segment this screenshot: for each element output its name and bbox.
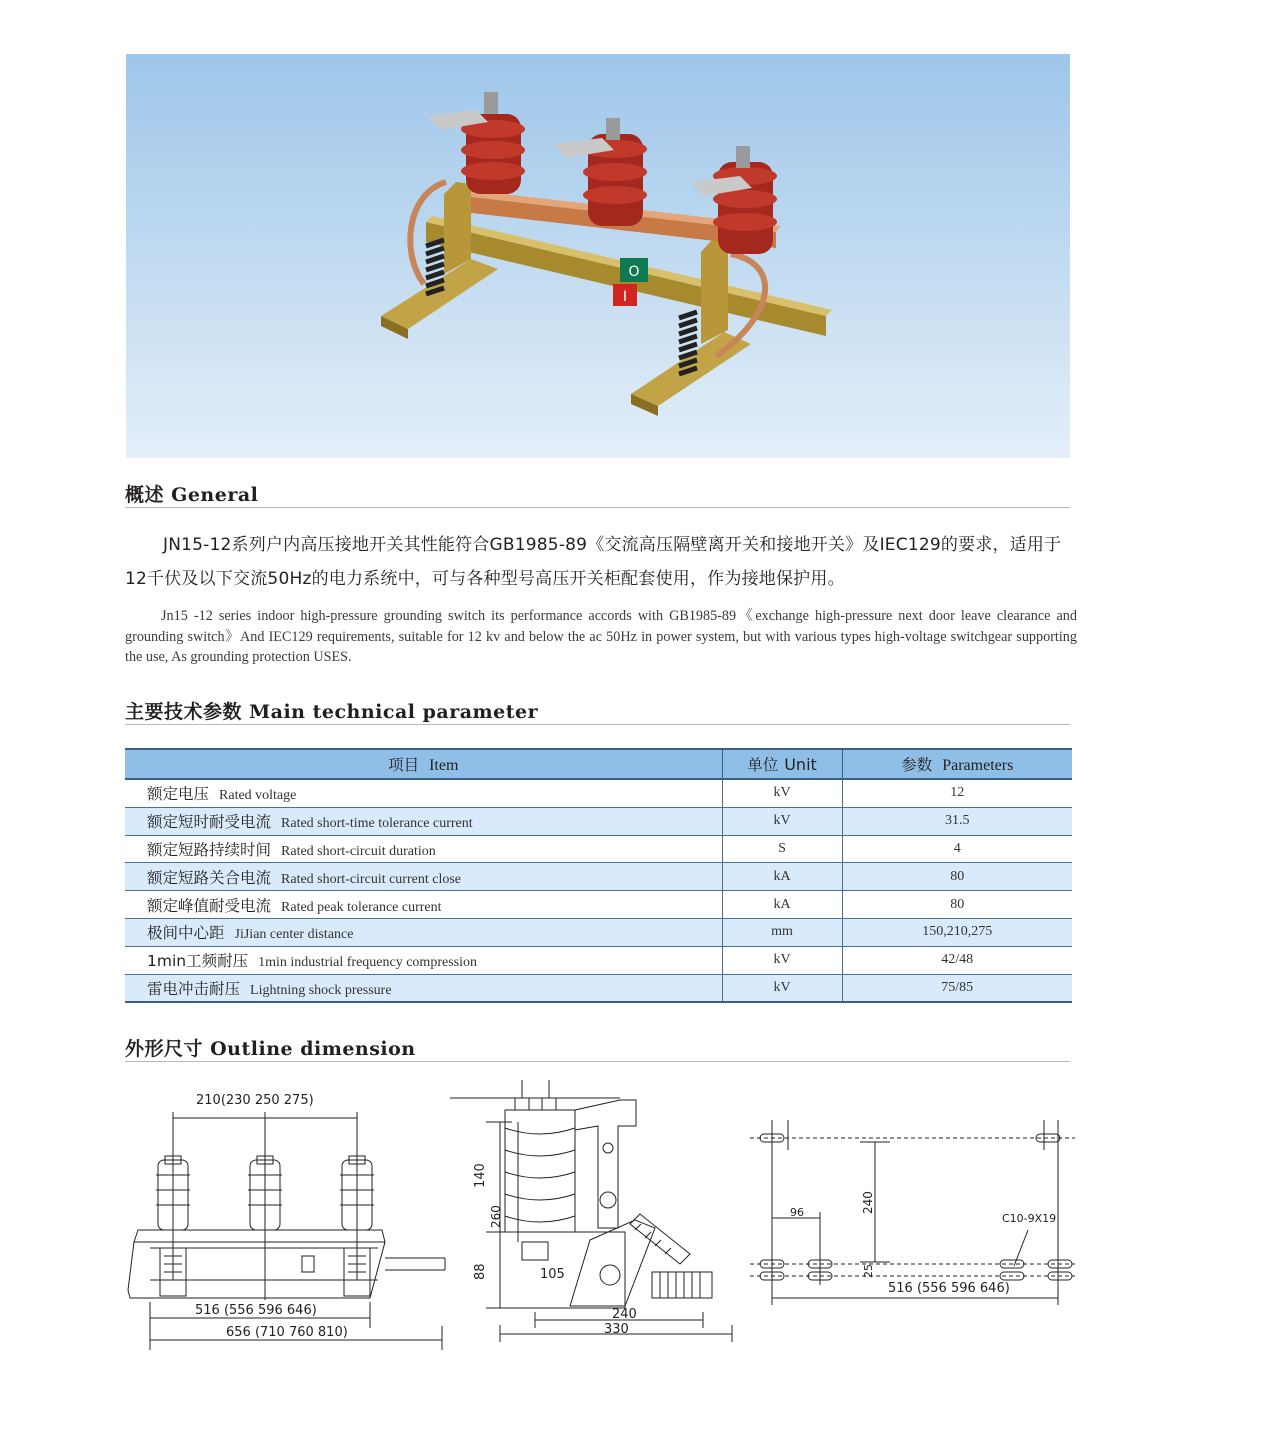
divider [125,507,1070,508]
svg-text:O: O [628,264,640,280]
divider [125,1061,1070,1062]
dim-front-bottom: 656 (710 760 810) [226,1325,348,1340]
header-unit: 单位 Unit [722,749,842,779]
general-description-zh: JN15-12系列户内高压接地开关其性能符合GB1985-89《交流高压隔壁离开关和接地开关》及IEC129的要求，适用于12千伏及以下交流50Hz的电力系统中，可与各种型号高压开关柜配套使用，作为接地保护用。 [125,535,1062,589]
dim-front-mid: 516 (556 596 646) [195,1303,317,1318]
divider [125,724,1070,725]
table-row: 极间中心距 JiJian center distance mm 150,210,275 [125,918,1072,946]
parameter-table [125,748,1072,1003]
grounding-switch-illustration [126,54,1070,458]
dim-mount-25: 25 [862,1264,875,1278]
outline-dimension-drawings [120,1070,1080,1360]
dim-mount-hole: C10-9X19 [1002,1212,1057,1225]
table-row: 额定峰值耐受电流 Rated peak tolerance current kA 80 [125,891,1072,919]
general-description-en: Jn15 -12 series indoor high-pressure grounding switch its performance accords with GB1985-89《exchange high-pressure next door leave clearance and grounding switch》And IEC129 requirements, suitable for 12 kv and below the ac 50Hz in power system, but with various types high-voltage switchgear supporting the use, As grounding protection USES. [125,608,1077,665]
dim-side-88: 88 [473,1263,488,1280]
insulator-left-icon [428,92,525,194]
table-row: 雷电冲击耐压 Lightning shock pressure kV 75/85 [125,974,1072,1002]
dim-mount-240: 240 [861,1191,875,1214]
product-photo [126,54,1070,458]
section-title-outline: 外形尺寸 Outline dimension [125,1038,416,1060]
table-row: 额定短路关合电流 Rated short-circuit current close kA 80 [125,863,1072,891]
section-title-general: 概述 General [125,484,259,506]
header-parameters: 参数 Parameters [842,749,1072,779]
table-row: 额定短时耐受电流 Rated short-time tolerance current kV 31.5 [125,807,1072,835]
dim-side-105: 105 [540,1267,565,1282]
dim-side-140: 140 [473,1163,488,1188]
dim-side-240: 240 [612,1307,637,1322]
dim-mount-width: 516 (556 596 646) [888,1281,1010,1296]
table-row: 额定电压 Rated voltage kV 12 [125,779,1072,807]
dim-side-330: 330 [604,1322,629,1337]
dim-side-260: 260 [489,1205,503,1228]
svg-text:I: I [622,289,628,305]
table-row: 1min工频耐压 1min industrial frequency compression kV 42/48 [125,946,1072,974]
dim-mount-96: 96 [790,1206,804,1219]
dim-front-top: 210(230 250 275) [196,1093,314,1108]
section-title-parameters: 主要技术参数 Main technical parameter [125,701,539,723]
table-row: 额定短路持续时间 Rated short-circuit duration S 4 [125,835,1072,863]
table-header-row [125,749,1072,779]
header-item: 项目 Item [125,749,722,779]
